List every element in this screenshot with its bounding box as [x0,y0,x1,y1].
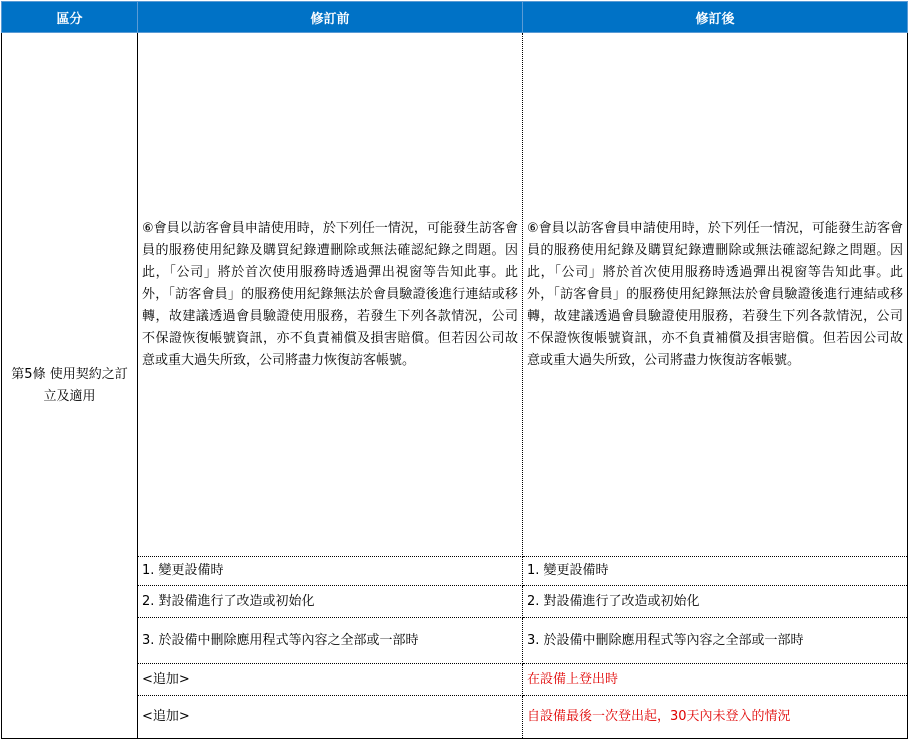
item-after: 3. 於設備中刪除應用程式等內容之全部或一部時 [523,618,908,664]
table-row [2,586,908,618]
item-before: 2. 對設備進行了改造或初始化 [138,586,523,618]
table-row [2,33,908,557]
item-before: <追加> [138,664,523,696]
main-text-after: ⑥會員以訪客會員申請使用時，於下列任一情況，可能發生訪客會員的服務使用紀錄及購買紀錄遭刪除或無法確認紀錄之問題。因此，「公司」將於首次使用服務時透過彈出視窗等告知此事。此外，「訪客會員」的服務使用紀錄無法於會員驗證後進行連結或移轉，故建議透過會員驗證使用服務，若發生下列各款情況，公司不保證恢復帳號資訊，亦不負責補償及損害賠償。但若因公司故意或重大過失所致，公司將盡力恢復訪客帳號。 [523,33,908,557]
item-before: 3. 於設備中刪除應用程式等內容之全部或一部時 [138,618,523,664]
header-after: 修訂後 [523,2,908,33]
item-after: 2. 對設備進行了改造或初始化 [523,586,908,618]
revision-comparison-table [1,1,908,739]
header-division: 區分 [2,2,138,33]
main-text-before: ⑥會員以訪客會員申請使用時，於下列任一情況，可能發生訪客會員的服務使用紀錄及購買紀錄遭刪除或無法確認紀錄之問題。因此，「公司」將於首次使用服務時透過彈出視窗等告知此事。此外，「訪客會員」的服務使用紀錄無法於會員驗證後進行連結或移轉，故建議透過會員驗證使用服務，若發生下列各款情況，公司不保證恢復帳號資訊，亦不負責補償及損害賠償。但若因公司故意或重大過失所致，公司將盡力恢復訪客帳號。 [138,33,523,557]
item-after: 1. 變更設備時 [523,557,908,586]
item-before: 1. 變更設備時 [138,557,523,586]
added-item-after: 自設備最後一次登出起，30天內未登入的情況 [523,696,908,739]
header-before: 修訂前 [138,2,523,33]
table-row [2,618,908,664]
item-before: <追加> [138,696,523,739]
table-row [2,664,908,696]
header-row [2,2,908,33]
division-label: 第5條 使用契約之訂立及適用 [2,33,138,739]
table-row [2,557,908,586]
table-row [2,696,908,739]
added-item-after: 在設備上登出時 [523,664,908,696]
